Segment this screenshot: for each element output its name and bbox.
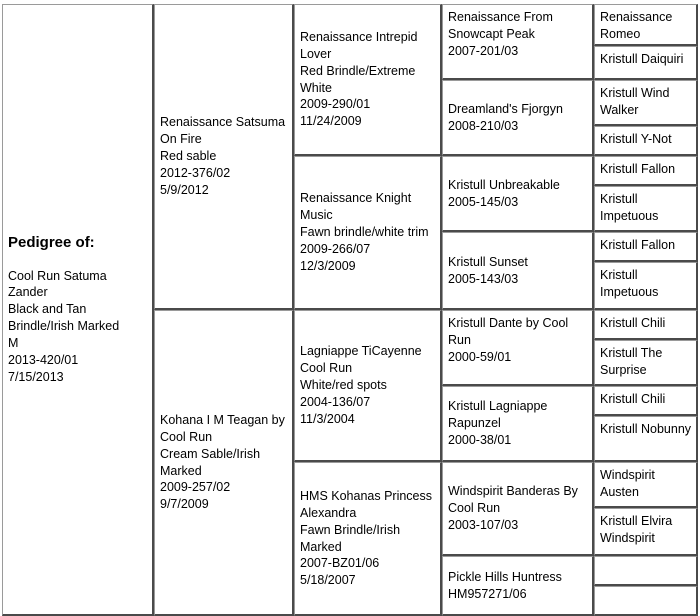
grandparent-color: White/red spots	[300, 378, 387, 393]
subject-cell	[2, 4, 154, 616]
grandparent-cell	[294, 156, 442, 310]
great-grandparent-name: Windspirit Banderas By Cool Run	[448, 484, 578, 516]
grandparent-birth-date: 5/18/2007	[300, 573, 356, 588]
subject-sex: M	[8, 336, 19, 351]
subject-name: Cool Run Satuma Zander	[8, 268, 107, 300]
subject-color: Black and Tan Brindle/Irish Marked	[8, 302, 120, 334]
ancestor-name: Kristull Impetuous	[600, 192, 659, 223]
great-grandparent-cell	[442, 310, 594, 386]
ancestor-name: Kristull Fallon	[600, 238, 676, 252]
ancestor-name: Kristull The Surprise	[600, 346, 663, 377]
ancestor-cell	[594, 310, 698, 340]
ancestor-cell	[594, 340, 698, 386]
ancestor-name: Kristull Y-Not	[600, 132, 672, 146]
ancestor-cell	[594, 556, 698, 586]
ancestor-cell	[594, 232, 698, 262]
great-grandparent-registration: 2000-59/01	[448, 349, 512, 364]
subject-registration: 2013-420/01	[8, 352, 79, 367]
ancestor-cell	[594, 416, 698, 462]
great-grandparent-registration: HM957271/06	[448, 586, 527, 601]
ancestor-name: Kristull Daiquiri	[600, 52, 684, 66]
ancestor-name: Kristull Nobunny	[600, 422, 692, 436]
grandparent-name: HMS Kohanas Princess Alexandra	[300, 488, 433, 520]
ancestor-cell	[594, 386, 698, 416]
ancestor-cell	[594, 4, 698, 46]
sire-cell	[154, 4, 294, 310]
ancestor-name: Kristull Elvira Windspirit	[600, 514, 673, 545]
great-grandparent-name: Dreamland's Fjorgyn	[448, 101, 563, 116]
ancestor-name: Kristull Chili	[600, 316, 666, 330]
great-grandparent-name: Kristull Unbreakable	[448, 177, 560, 192]
sire-color: Red sable	[160, 149, 217, 164]
ancestor-name: Kristull Wind Walker	[600, 86, 670, 117]
great-grandparent-registration: 2000-38/01	[448, 432, 512, 447]
great-grandparent-name: Kristull Lagniappe Rapunzel	[448, 399, 548, 431]
grandparent-cell	[294, 4, 442, 156]
sire-name: Renaissance Satsuma On Fire	[160, 115, 286, 147]
grandparent-name: Renaissance Knight Music	[300, 191, 412, 223]
grandparent-color: Fawn brindle/white trim	[300, 225, 429, 240]
ancestor-cell	[594, 80, 698, 126]
grandparent-registration: 2004-136/07	[300, 394, 371, 409]
grandparent-birth-date: 11/3/2004	[300, 411, 355, 426]
grandparent-registration: 2009-266/07	[300, 241, 371, 256]
grandparent-birth-date: 12/3/2009	[300, 258, 356, 273]
great-grandparent-cell	[442, 232, 594, 310]
dam-birth-date: 9/7/2009	[160, 497, 209, 512]
grandparent-registration: 2009-290/01	[300, 97, 371, 112]
grandparent-birth-date: 11/24/2009	[300, 114, 362, 129]
ancestor-cell	[594, 586, 698, 616]
great-grandparent-cell	[442, 80, 594, 156]
great-grandparent-cell	[442, 386, 594, 462]
great-grandparent-name: Kristull Dante by Cool Run	[448, 316, 569, 347]
ancestor-cell	[594, 156, 698, 186]
grandparent-cell	[294, 310, 442, 462]
great-grandparent-cell	[442, 556, 594, 616]
ancestor-cell	[594, 186, 698, 232]
great-grandparent-name: Kristull Sunset	[448, 254, 528, 269]
ancestor-cell	[594, 508, 698, 556]
ancestor-cell	[594, 262, 698, 310]
great-grandparent-cell	[442, 462, 594, 556]
grandparent-color: Fawn Brindle/Irish Marked	[300, 522, 401, 554]
sire-registration: 2012-376/02	[160, 165, 231, 180]
ancestor-cell	[594, 126, 698, 156]
great-grandparent-registration: 2008-210/03	[448, 118, 519, 133]
ancestor-name: Windspirit Austen	[600, 468, 655, 499]
dam-name: Kohana I M Teagan by Cool Run	[160, 412, 285, 444]
grandparent-registration: 2007-BZ01/06	[300, 556, 380, 571]
ancestor-name: Kristull Impetuous	[600, 268, 659, 299]
sire-birth-date: 5/9/2012	[160, 182, 209, 197]
dam-color: Cream Sable/Irish Marked	[160, 446, 261, 478]
grandparent-cell	[294, 462, 442, 616]
great-grandparent-cell	[442, 156, 594, 232]
ancestor-cell	[594, 46, 698, 80]
great-grandparent-registration: 2007-201/03	[448, 43, 519, 58]
subject-birth-date: 7/15/2013	[8, 369, 64, 384]
pedigree-heading: Pedigree of:	[8, 234, 95, 252]
ancestor-name: Renaissance Romeo	[600, 10, 673, 41]
great-grandparent-name: Renaissance From Snowcapt Peak	[448, 10, 553, 41]
dam-cell	[154, 310, 294, 616]
great-grandparent-name: Pickle Hills Huntress	[448, 569, 562, 584]
dam-registration: 2009-257/02	[160, 480, 231, 495]
ancestor-cell	[594, 462, 698, 508]
ancestor-name: Kristull Fallon	[600, 162, 676, 176]
grandparent-color: Red Brindle/Extreme White	[300, 63, 416, 95]
grandparent-name: Renaissance Intrepid Lover	[300, 29, 418, 61]
great-grandparent-registration: 2005-143/03	[448, 271, 519, 286]
great-grandparent-cell	[442, 4, 594, 80]
great-grandparent-registration: 2005-145/03	[448, 194, 519, 209]
great-grandparent-registration: 2003-107/03	[448, 517, 519, 532]
grandparent-name: Lagniappe TiCayenne Cool Run	[300, 344, 422, 376]
ancestor-name: Kristull Chili	[600, 392, 666, 406]
